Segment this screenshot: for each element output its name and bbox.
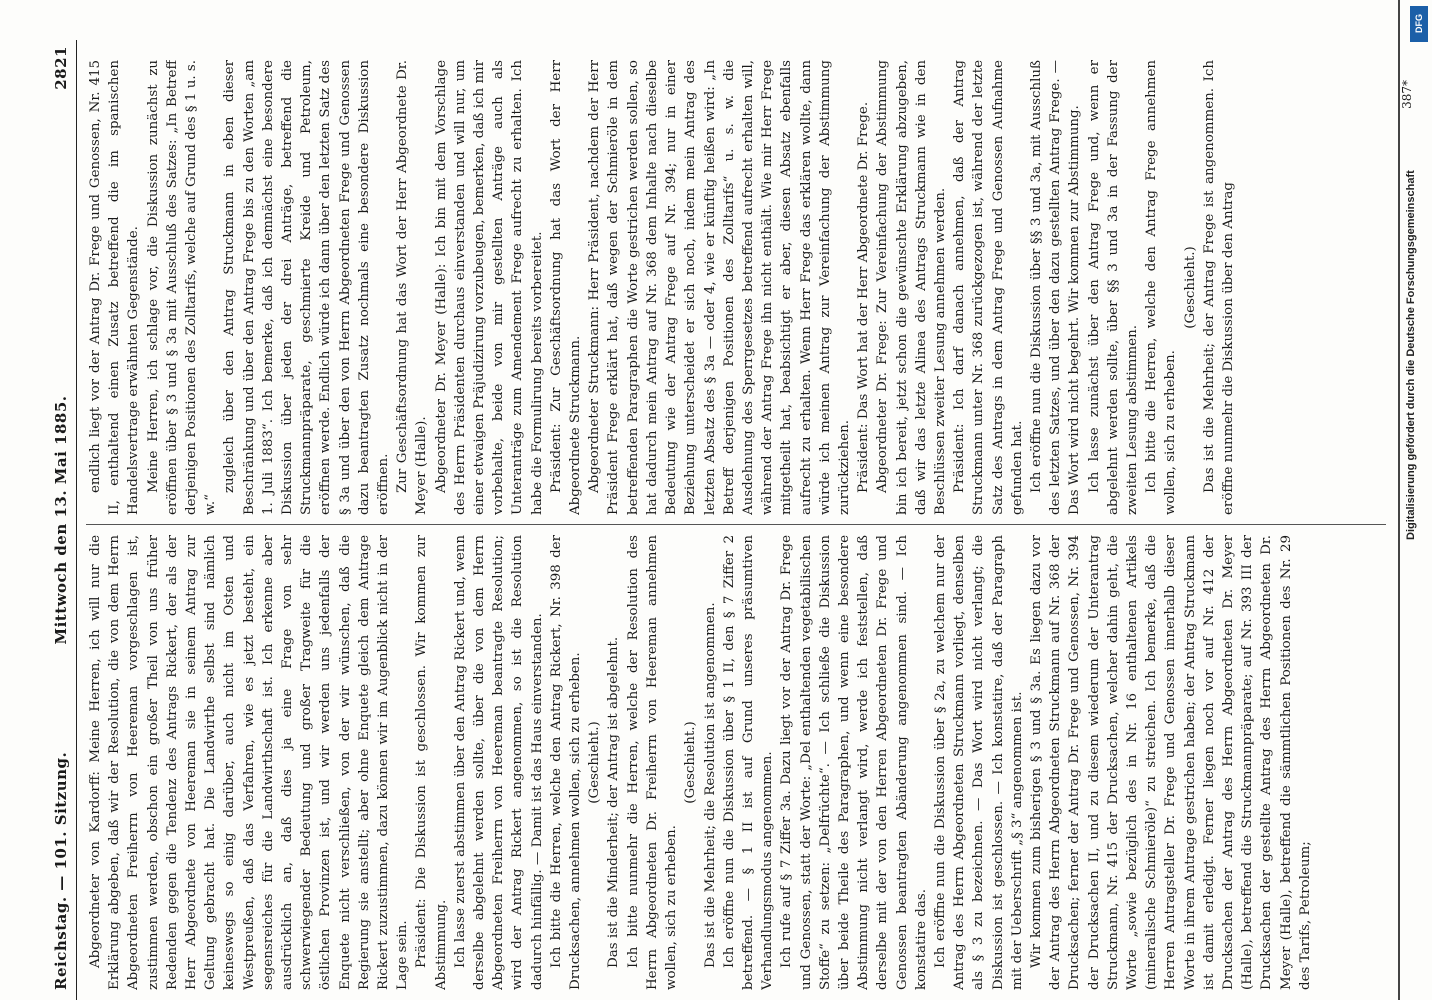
paragraph: Präsident: Das Wort hat der Herr Abgeordnete Dr. Frege. <box>856 101 872 493</box>
paragraph: (Geschieht.) <box>587 721 603 804</box>
paragraph: Präsident: Zur Geschäftsordnung hat das Wort der Herr Abgeordnete Struckmann. <box>548 60 584 515</box>
paragraph: (Geschieht.) <box>1182 246 1198 329</box>
digitization-credit: Digitalisierung gefördert durch die Deutsche Forschungsgemeinschaft <box>1405 170 1417 540</box>
scan-edge <box>1398 0 1400 1000</box>
header-date: Mittwoch den 13. Mai 1885. <box>52 395 70 645</box>
paragraph: Ich rufe auf § 7 Ziffer 3a. Dazu liegt vor der Antrag Dr. Frege und Genossen, statt der Worte: „Del enthaltenden vegetabilischen Stoffe“ zu setzen: „Delfrüchte“. — Ich schließe die Diskussion über beide Theile des Paragraphen, und wenn eine besondere Abstimmung nicht verlangt wird, werde ich feststellen, daß derselbe mit der von den Herren Abgeordneten Dr. Frege und Genossen beantragten Abänderung angenommen sind. — Ich konstatire das. <box>779 535 929 990</box>
paragraph: Abgeordneter von Kardorff: Meine Herren, ich will nur die Erklärung abgeben, daß wir der Resolution, die von dem Herrn Abgeordneten Freiherrn von Heereman vorgeschlagen ist, zustimmen werden, obschon ein großer Theil von uns früher Redenden gegen die Tendenz des Antrags Rickert, der als der Herr Abgeordnete von Heereman sie in seinem Antrag zur Geltung gebracht hat. Die Landwirthe selbst sind nämlich keineswegs so einig darüber, auch nicht im Osten und Westpreußen, daß das Verfahren, wie es jetzt besteht, ein segensreiches für die Landwirthschaft ist. Ich erkenne aber ausdrücklich an, daß dies ja eine Frage von sehr schwerwiegender Bedeutung und großer Tragweite für die östlichen Provinzen ist, und wir werden uns jedenfalls der Enquete nicht verschließen, von der wir wünschen, daß die Regierung sie anstellt; aber ohne Enquete gleich dem Antrage Rickert zuzustimmen, dazu können wir im Augenblick nicht in der Lage sein. <box>88 535 411 990</box>
paragraph: Das ist die Minderheit; der Antrag ist abgelehnt. <box>606 636 622 968</box>
header-page-number: 2821 <box>52 46 70 90</box>
header-session: Reichstag. — 101. Sitzung. <box>52 751 70 990</box>
paragraph: Ich bitte nunmehr die Herren, welche der Resolution des Herrn Abgeordneten Dr. Freiherrn von Heereman annehmen wollen, sich zu erheben. <box>625 535 680 990</box>
paragraph: (Geschieht.) <box>683 721 699 804</box>
paragraph: Präsident: Ich darf danach annehmen, daß der Antrag Struckmann unter Nr. 368 zurückgezogen ist, während der letzte Satz des Antrags in dem Antrag Frege und Genossen Aufnahme gefunden hat. <box>952 60 1025 515</box>
paragraph: Ich lasse zuerst abstimmen über den Antrag Rickert und, wenn derselbe abgelehnt werden sollte, über die von dem Herrn Abgeordneten Freiherrn von Heereman beantragte Resolution; wird der Antrag Rickert angenommen, so ist die Resolution dadurch hinfällig. — Damit ist das Haus einverstanden. <box>452 535 545 990</box>
paragraph: endlich liegt vor der Antrag Dr. Frege und Genossen, Nr. 415 II, enthaltend einen Zusatz betreffend die im spanischen Handelsvertrage erwähnten Gegenstände. <box>88 60 142 515</box>
paragraph: Abgeordneter Dr. Meyer (Halle): Ich bin mit dem Vorschlage des Herrn Präsidenten durchaus einverstanden und will nur, um einer etwaigen Präjudizirung vorzubeugen, bemerken, daß ich mir vorbehalte, beide von mir gestellten Anträge auch als Unteranträge zum Amendement Frege aufrecht zu erhalten. Ich habe die Formulirung bereits vorbereitet. <box>433 60 545 515</box>
document-page <box>40 40 1420 1000</box>
column-divider <box>86 524 1386 525</box>
paragraph: Präsident: Die Diskussion ist geschlossen. Wir kommen zur Abstimmung. <box>414 535 449 990</box>
paragraph: Abgeordneter Struckmann: Herr Präsident, nachdem der Herr Präsident Frege erklärt hat, daß wegen der Schmieröle in dem betreffenden Paragraphen die Worte gestrichen werden sollen, so hat dadurch mein Antrag auf Nr. 368 dem Inhalte nach dieselbe Bedeutung wie der Antrag Frege auf Nr. 394; nur in einer Beziehung unterscheidet er sich noch, indem mein Antrag des letzten Absatz des § 3a — oder 4, wie er künftig heißen wird: „In Betreff derjenigen Positionen des Zolltarifs“ u. s. w. die Ausdehnung des Sperrgesetzes betreffend aufrecht erhalten will, während der Antrag Frege ihn nicht enthält. Wie mir Herr Frege mitgetheilt hat, beabsichtigt er aber, diesen Absatz ebenfalls aufrecht zu erhalten. Wenn Herr Frege das erklären wollte, dann würde ich meinen Antrag zur Vereinfachung der Abstimmung zurückziehen. <box>587 60 852 515</box>
paragraph: Wir kommen zum bisherigen § 3 und § 3a. Es liegen dazu vor der Antrag des Herrn Abgeordneten Struckmann auf Nr. 368 der Drucksachen; ferner der Antrag Dr. Frege und Genossen, Nr. 394 der Drucksachen II, und zu diesem wiederum der Unterantrag Struckmann, Nr. 415 der Drucksachen, welcher dahin geht, die Worte „sowie bezüglich des in Nr. 16 enthaltenen Artikels (mineralische Schmieröle)“ zu streichen. Ich bemerke, daß die Herren Antragsteller Dr. Frege und Genossen innerhalb dieser Worte in ihrem Antrage gestrichen haben; der Antrag Struckmann ist damit erledigt. Ferner liegen noch vor auf Nr. 412 der Drucksachen der Antrag des Herrn Abgeordneten Dr. Meyer (Halle), betreffend die Struckmannpräparate; auf Nr. 393 III der Drucksachen der gestellte Antrag des Herrn Abgeordneten Dr. Meyer (Halle), betreffend die sämmtlichen Positionen des Nr. 29 des Tarifs, Petroleum; <box>1028 535 1313 990</box>
paragraph: Abgeordneter Dr. Frege: Zur Vereinfachung der Abstimmung bin ich bereit, jetzt schon die gewünschte Erklärung abzugeben, daß wir das letzte Alinea des Antrags Struckmann wie in den Beschlüssen zweiter Lesung annehmen werden. <box>875 60 948 515</box>
dfg-logo: DFG <box>1410 6 1428 42</box>
signature-mark: 387* <box>1400 80 1414 109</box>
paragraph: Ich eröffne nun die Diskussion über § 2a, zu welchem nur der Antrag des Herrn Abgeordneten Struckmann vorliegt, denselben als § 3 zu bezeichnen. — Das Wort wird nicht verlangt; die Diskussion ist geschlossen. — Ich konstatire, daß der Paragraph mit der Ueberschrift „§ 3“ angenommen ist. <box>932 535 1025 990</box>
right-column <box>86 60 1396 515</box>
paragraph: zugleich über den Antrag Struckmann in eben dieser Beschränkung und über den Antrag Frege bis zu den Worten „am 1. Juli 1883“. Ich bemerke, daß ich demnächst eine besondere Diskussion über jeden der drei Anträge, betreffend die Struckmannpräparate, geschmierte Kreide und Petroleum, eröffnen werde. Endlich würde ich dann über den letzten Satz des § 3a und über den von Herrn Abgeordneten Frege und Genossen dazu beantragten Zusatz nochmals eine besondere Diskussion eröffnen. <box>222 60 392 515</box>
paragraph: Ich lasse zunächst über den Antrag Frege und, wenn er abgelehnt werden sollte, über §§ 3 und 3a in der Fassung der zweiten Lesung abstimmen. <box>1086 60 1140 515</box>
paragraph: Ich eröffne nun die Diskussion über § 1 II, den § 7 Ziffer 2 betreffend. — § 1 II ist auf Grund unseres präsumtiven Verhandlungsmodus angenommen. <box>721 535 776 990</box>
paragraph: Ich bitte die Herren, welche den Antrag Rickert, Nr. 398 der Drucksachen, annehmen wollen, sich zu erheben. <box>548 535 584 990</box>
paragraph: Das ist die Mehrheit; die Resolution ist angenommen. <box>702 602 718 968</box>
left-column <box>86 535 1396 990</box>
paragraph: Ich eröffne nun die Diskussion über §§ 3 und 3a, mit Ausschluß des letzten Satzes, und über den dazu gestellten Antrag Frege. — Das Wort wird nicht begehrt. Wir kommen zur Abstimmung. <box>1028 60 1083 515</box>
paragraph: Meine Herren, ich schlage vor, die Diskussion zunächst zu eröffnen über § 3 und § 3a mit Ausschluß des Satzes: „In Betreff derjenigen Positionen des Zolltarifs, welche auf Grund des § 1 u. s. w.“ <box>145 60 219 515</box>
paragraph: Ich bitte die Herren, welche den Antrag Frege annehmen wollen, sich zu erheben. <box>1144 60 1179 515</box>
paragraph: Zur Geschäftsordnung hat das Wort der Herr Abgeordnete Dr. Meyer (Halle). <box>395 60 430 515</box>
page-header <box>50 40 77 1000</box>
paragraph: Das ist die Mehrheit; der Antrag Frege ist angenommen. Ich eröffne nunmehr die Diskussion über den Antrag <box>1201 60 1236 515</box>
